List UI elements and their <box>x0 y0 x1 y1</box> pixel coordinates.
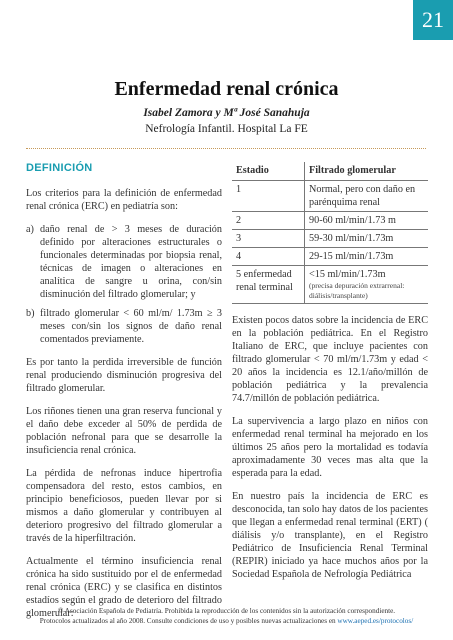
article-affiliation: Nefrología Infantil. Hospital La FE <box>145 123 308 135</box>
filtration-cell <box>305 266 429 304</box>
table-row <box>232 212 428 230</box>
filtration-cell: Normal, pero con daño en parénquima renal <box>305 181 429 212</box>
table-header-row <box>232 162 428 181</box>
filtration-value: <15 ml/min/1.73m <box>309 269 386 280</box>
section-title-definition: DEFINICIÓN <box>26 162 93 174</box>
update-line <box>0 617 453 627</box>
copyright-line: © Asociación Española de Pediatría. Prohibida la reproducción de los contenidos sin la autorización correspondiente. <box>57 607 396 615</box>
definition-intro: Los criterios para la definición de enfermedad renal crónica (ERC) en pediatría son: <box>26 188 222 212</box>
filtration-cell: 90-60 ml/min/1.73 m <box>305 212 429 230</box>
stage-cell: 4 <box>232 248 305 266</box>
stage-cell: 1 <box>232 181 305 212</box>
table-row <box>232 230 428 248</box>
list-item-text: filtrado glomerular < 60 ml/m/ 1.73m ≥ 3 meses con/sin los signos de daño renal comentados previamente. <box>40 308 222 345</box>
list-marker: b) <box>26 308 35 319</box>
list-item-text: daño renal de > 3 meses de duración definido por alteraciones estructurales o funcionales determinadas por biopsia renal, técnicas de imagen o alteraciones en analítica de sangre u orina, con/sin disminución del filtrado glomerular; y <box>40 224 222 300</box>
update-text: Protocolos actualizados al año 2008. Consulte condiciones de uso y posibles nuevas actualizaciones en <box>39 616 338 625</box>
criteria-list <box>26 223 222 346</box>
article-title: Enfermedad renal crónica <box>114 78 339 100</box>
article-authors: Isabel Zamora y Mª José Sanahuja <box>143 107 310 119</box>
stage-cell: 5 enfermedad renal terminal <box>232 266 305 304</box>
paragraph: Actualmente el término insuficiencia renal crónica ha sido sustituido por el de enfermedad renal crónica (ERC) y se clasifica en distintos estadíos según el grado de deterioro del filtrado glomerular: <box>26 556 222 619</box>
left-column <box>26 162 222 630</box>
table-row <box>232 266 428 304</box>
list-marker: a) <box>26 224 34 235</box>
article-header <box>0 78 453 135</box>
paragraph: Es por tanto la perdida irreversible de función renal produciendo disminución progresiva del filtrado glomerular. <box>26 357 222 394</box>
paragraph: En nuestro país la incidencia de ERC es desconocida, tan solo hay datos de los pacientes que llegan a enfermedad renal terminal (ERT) ( diálisis y/o transplante), en el Registro Pediátrico de Insuficiencia Renal Terminal (REPIR) iniciado ya hace muchos años por la Sociedad Española de Nefrología Pediátrica <box>232 491 428 580</box>
paragraph: La supervivencia a largo plazo en niños con enfermedad renal terminal ha mejorado en los últimos 25 años pero la mortalidad es todavía aproximadamente 30 veces mas alta que la esperada para la edad. <box>232 416 428 479</box>
header-divider <box>26 148 426 149</box>
stage-cell: 2 <box>232 212 305 230</box>
page-footer <box>0 607 453 626</box>
list-item <box>26 223 222 301</box>
chapter-number-badge: 21 <box>413 0 453 40</box>
ckd-stages-table <box>232 162 428 304</box>
list-item <box>26 307 222 346</box>
paragraph: Los riñones tienen una gran reserva funcional y el daño debe exceder al 50% de perdida de población nefronal para que se desarrolle la insuficiencia renal crónica. <box>26 406 222 456</box>
right-column <box>232 162 428 591</box>
paragraph: Existen pocos datos sobre la incidencia de ERC en la población pediátrica. En el Registro Italiano de ERC, que incluye pacientes con filtrado glomerular < 70 ml/m/1.73m y edad < 20 años la incidencia es 12.1/año/millón de población pediátrica y la prevalencia 74.7/millón de población pediátrica. <box>232 315 428 404</box>
filtration-cell: 59-30 ml/min/1.73m <box>305 230 429 248</box>
table-row <box>232 248 428 266</box>
table-header-filtration: Filtrado glomerular <box>309 165 396 176</box>
table-row <box>232 181 428 212</box>
stage-cell: 3 <box>232 230 305 248</box>
table-header-stage: Estadio <box>232 162 305 181</box>
paragraph: La pérdida de nefronas induce hipertrofia compensadora del resto, estos cambios, en principio beneficiosos, pueden llevar por si mismos a daño glomerular y contribuyen al deterioro progresivo del filtrado glomerular a través de la hiperfiltración. <box>26 468 222 544</box>
filtration-note: (precisa depuración extrarrenal: diálisis/transplante) <box>309 281 405 300</box>
filtration-cell: 29-15 ml/min/1.73m <box>305 248 429 266</box>
protocols-link[interactable]: www.aeped.es/protocolos/ <box>337 616 414 625</box>
